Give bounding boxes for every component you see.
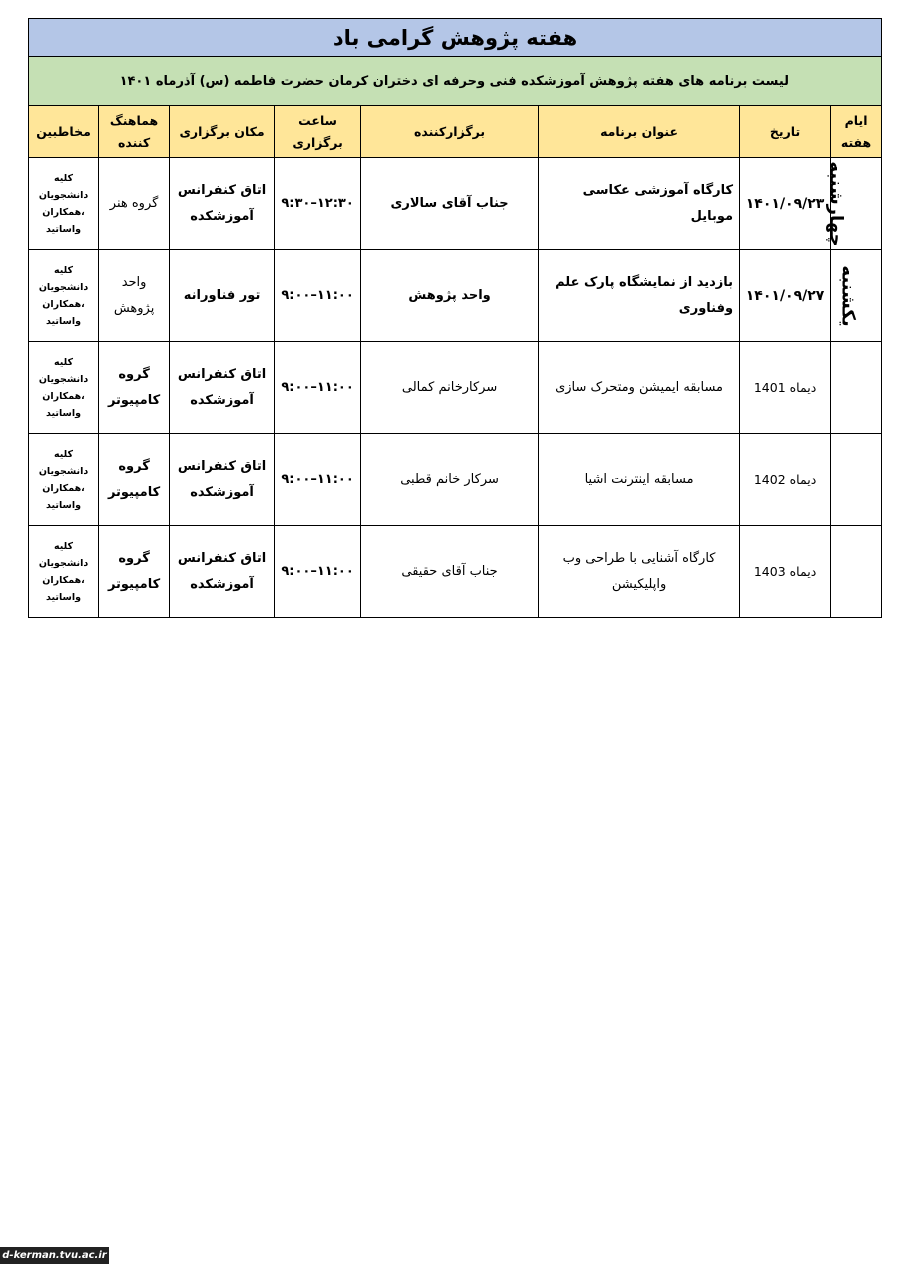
organizer-cell: جناب آقای سالاری xyxy=(361,158,539,250)
table-row xyxy=(29,250,882,342)
date-cell: دیماه 1401 xyxy=(740,342,831,434)
table-row xyxy=(29,526,882,618)
header-date: تاریخ xyxy=(740,106,831,158)
program-cell: بازدید از نمایشگاه پارک علم وفناوری xyxy=(539,250,740,342)
coordinator-cell: گروه کامپیوتر xyxy=(99,434,170,526)
time-cell: ۱۱:۰۰–۹:۰۰ xyxy=(275,526,361,618)
audience-cell: کلیه دانشجویان ،همکاران واساتید xyxy=(29,526,99,618)
audience-cell: کلیه دانشجویان ،همکاران واساتید xyxy=(29,342,99,434)
day-cell xyxy=(831,342,882,434)
date-cell: دیماه 1402 xyxy=(740,434,831,526)
table-row xyxy=(29,342,882,434)
table-row xyxy=(29,158,882,250)
audience-cell: کلیه دانشجویان ،همکاران واساتید xyxy=(29,158,99,250)
day-cell xyxy=(831,526,882,618)
coordinator-cell: واحد پژوهش xyxy=(99,250,170,342)
header-audience: مخاطبین xyxy=(29,106,99,158)
coordinator-cell: گروه کامپیوتر xyxy=(99,342,170,434)
date-cell: ۱۴۰۱/۰۹/۲۳ xyxy=(740,158,831,250)
day-label: چهارشنبه xyxy=(825,160,847,247)
place-cell: اتاق کنفرانس آموزشکده xyxy=(170,158,275,250)
page-subtitle: لیست برنامه های هفته پژوهش آموزشکده فنی وحرفه ای دختران کرمان حضرت فاطمه (س) آذرماه ۱۴۰۱ xyxy=(29,57,882,106)
time-cell: ۱۱:۰۰–۹:۰۰ xyxy=(275,342,361,434)
place-cell: اتاق کنفرانس آموزشکده xyxy=(170,434,275,526)
program-cell: مسابقه ایمیشن ومتحرک سازی xyxy=(539,342,740,434)
place-cell: اتاق کنفرانس آموزشکده xyxy=(170,526,275,618)
date-cell: ۱۴۰۱/۰۹/۲۷ xyxy=(740,250,831,342)
time-cell: ۱۱:۰۰–۹:۰۰ xyxy=(275,250,361,342)
time-cell: ۱۱:۰۰–۹:۰۰ xyxy=(275,434,361,526)
organizer-cell: جناب آقای حقیقی xyxy=(361,526,539,618)
day-label: یکشنبه xyxy=(837,264,859,327)
header-time: ساعت برگزاری xyxy=(275,106,361,158)
header-place: مکان برگزاری xyxy=(170,106,275,158)
header-row xyxy=(29,106,882,158)
program-table xyxy=(28,18,882,618)
day-cell xyxy=(825,158,882,250)
place-cell: تور فناورانه xyxy=(170,250,275,342)
header-day: ایام هفته xyxy=(831,106,882,158)
table-row xyxy=(29,434,882,526)
time-cell: ۱۲:۳۰–۹:۳۰ xyxy=(275,158,361,250)
audience-cell: کلیه دانشجویان ،همکاران واساتید xyxy=(29,434,99,526)
organizer-cell: سرکارخانم کمالی xyxy=(361,342,539,434)
program-cell: مسابقه اینترنت اشیا xyxy=(539,434,740,526)
page-title: هفته پژوهش گرامی باد xyxy=(29,19,882,57)
organizer-cell: واحد پژوهش xyxy=(361,250,539,342)
day-cell xyxy=(831,250,882,342)
header-coordinator: هماهنگ کننده xyxy=(99,106,170,158)
date-cell: دیماه 1403 xyxy=(740,526,831,618)
place-cell: اتاق کنفرانس آموزشکده xyxy=(170,342,275,434)
header-organizer: برگزارکننده xyxy=(361,106,539,158)
day-cell xyxy=(831,434,882,526)
header-program: عنوان برنامه xyxy=(539,106,740,158)
footer-url: d-kerman.tvu.ac.ir xyxy=(0,1247,109,1264)
coordinator-cell: گروه هنر xyxy=(99,158,170,250)
program-cell: کارگاه آموزشی عکاسی موبایل xyxy=(539,158,740,250)
coordinator-cell: گروه کامپیوتر xyxy=(99,526,170,618)
program-cell: کارگاه آشنایی با طراحی وب واپلیکیشن xyxy=(539,526,740,618)
audience-cell: کلیه دانشجویان ،همکاران واساتید xyxy=(29,250,99,342)
organizer-cell: سرکار خانم قطبی xyxy=(361,434,539,526)
